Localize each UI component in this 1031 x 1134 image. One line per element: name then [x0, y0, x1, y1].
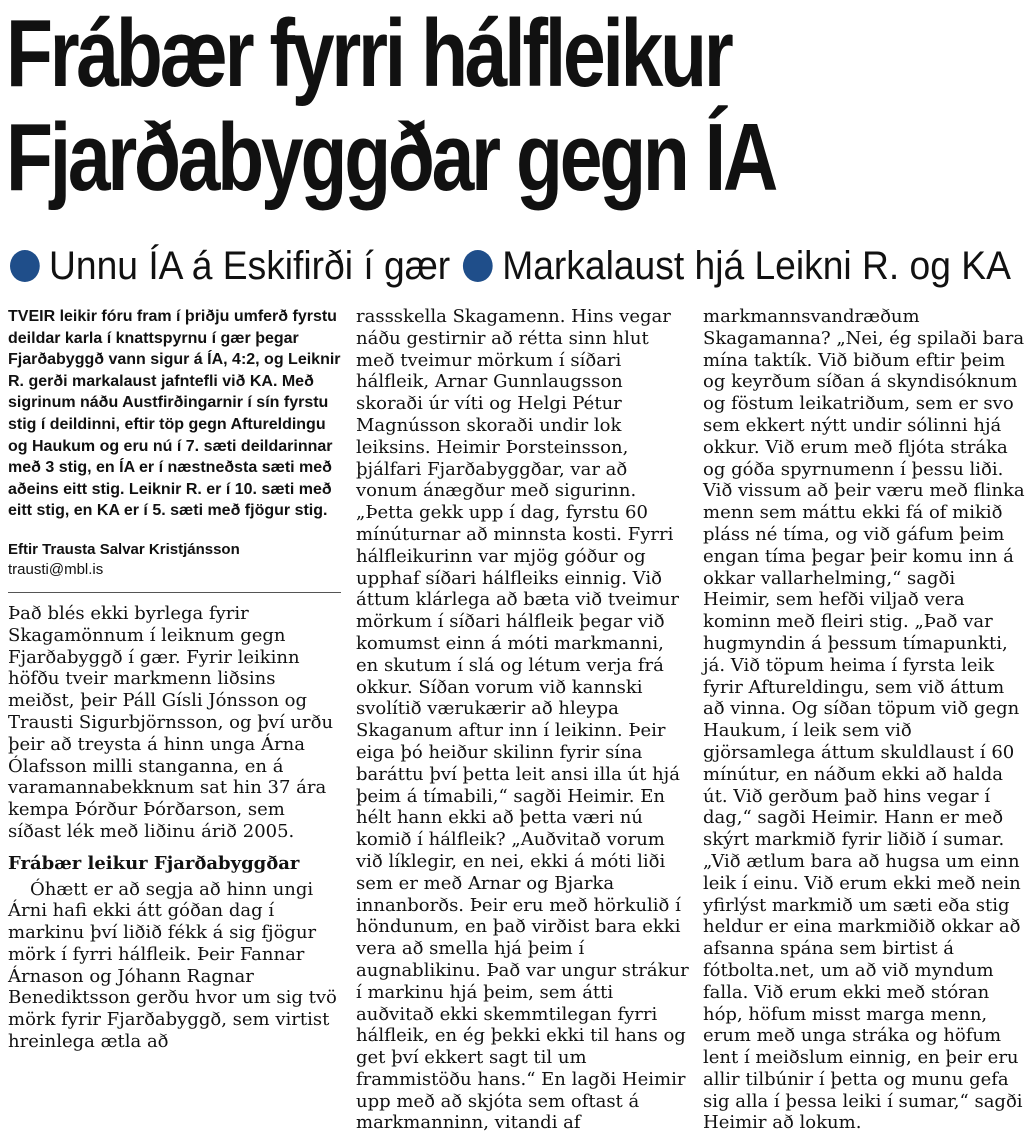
column-2-text: rassskella Skagamenn. Hins vegar náðu gestirnir að rétta sinn hlut með tveimur mörkum í síðari hálfleik, Arnar Gunnlaugsson skoraði úr víti og Helgi Pétur Magnússon skoraði undir lok leiksins. Heimir Þorsteinsson, þjálfari Fjarðabyggðar, var að vonum ánægður með sigurinn. „Þetta gekk upp í dag, fyrstu 60 mínúturnar að minnsta kosti. Fyrri hálfleikurinn var mjög góður og upphaf síðari hálfleiks einnig. Við áttum klárlega að bæta við tveimur mörkum í síðari hálfleik þegar við komumst einn á móti markmanni, en skutum í slá og létum verja frá okkur. Síðan vorum við kannski svolítið værukærir að hleypa Skaganum aftur inn í leikinn. Þeir eiga þó heiður skilinn fyrir sína baráttu því þetta leit ansi illa út hjá þeim á tímabili,“ sagði Heimir. En hélt hann ekki að þetta væri nú komið í hálfleik? „Auðvitað vorum við líklegir, en nei, ekki á móti liði sem er með Arnar og Bjarka innanborðs. Þeir eru með hörkulið í höndunum, en það virðist bara ekki vera að smella hjá þeim í augnablikinu. Það var ungur strákur í markinu hjá þeim, sem átti auðvitað ekki skemmtilegan fyrri hálfleik, en ég þekki ekki til hans og get því ekkert sagt til um frammistöðu hans.“ En lagði Heimir upp með að skjóta sem oftast á markmanninn, vitandi af — [356, 306, 689, 1134]
headline-line-2: Fjarðabyggðar gegn ÍA — [6, 104, 776, 211]
headline — [6, 2, 822, 210]
subheadline — [10, 238, 1011, 294]
column-3-text: markmannsvandræðum Skagamanna? „Nei, ég spilaði bara mína taktík. Við biðum eftir þeim og keyrðum síðan á skyndisóknum og föstum leikatriðum, sem er svo sem ekkert nýtt undir sólinni hjá okkur. Við erum með fljóta stráka og góða spyrnumenn í þessu liði. Við vissum að þeir væru með flinka menn sem máttu ekki fá of mikið pláss né tíma, og við gáfum þeim engan tíma þegar þeir komu inn á okkar vallarhelming,“ sagði Heimir, sem hefði viljað vera kominn með fleiri stig. „Það var hugmyndin á þessum tímapunkti, já. Við töpum heima í fyrsta leik fyrir Aftureldingu, sem við áttum að vinna. Og síðan töpum við gegn Haukum, í leik sem við gjörsamlega áttum skuldlaust í 60 mínútur, en náðum ekki að halda út. Við gerðum það hins vegar í dag,“ sagði Heimir. Hann er með skýrt markmið fyrir liðið í sumar. „Við ætlum bara að hugsa um einn leik í einu. Við erum ekki með nein yfirlýst markmið um sæti eða stig heldur er eina markmiðið okkar að afsanna spána sem birtist á fótbolta.net, um að við myndum falla. Við erum ekki með stóran hóp, höfum misst marga menn, erum með unga stráka og höfum lent í meiðslum einnig, en þeir eru allir tilbúnir í þetta og munu gefa sig alla í þessa leiki í sumar,“ sagði Heimir að lokum. — [703, 306, 1025, 1134]
paragraph-1: Það blés ekki byrlega fyrir Skagamönnum í leiknum gegn Fjarðabyggð í gær. Fyrir leikinn höfðu tveir markmenn liðsins meiðst, þeir Páll Gísli Jónsson og Trausti Sigurbjörnsson, og því urðu þeir að treysta á hinn unga Árna Ólafsson milli stanganna, en á varamannabekknum sat hin 37 ára kempa Þórður Þórðarson, sem síðast lék með liðinu árið 2005. — [8, 602, 334, 842]
article-intro: TVEIR leikir fóru fram í þriðju umferð fyrstu deildar karla í knattspyrnu í gær þegar Fjarðabyggð vann sigur á ÍA, 4:2, og Leiknir R. gerði markalaust jafntefli við KA. Með sigrinum náðu Austfirðingarnir í sín fyrstu stig í deildinni, eftir töp gegn Aftureldingu og Haukum og eru nú í 7. sæti deildarinnar með 3 stig, en ÍA er í næstneðsta sæti með aðeins eitt stig. Leiknir R. er í 10. sæti með eitt stig, en KA er í 5. sæti með fjögur stig. — [8, 308, 341, 520]
paragraph-2: Óhætt er að segja að hinn ungi Árni hafi ekki átt góðan dag í markinu því liðið fékk á sig fjögur mörk í fyrri hálfleik. Þeir Fannar Árnason og Jóhann Ragnar Benediktsson gerðu hvor um sig tvö mörk fyrir Fjarðabyggð, sem virtist hreinlega ætla að — [8, 878, 337, 1053]
article-column-3 — [703, 306, 1025, 1134]
article-column-2 — [356, 306, 689, 1134]
author-email: trausti@mbl.is — [8, 560, 104, 578]
byline: Eftir Trausta Salvar Kristjánsson — [8, 540, 240, 558]
headline-line-1: Frábær fyrri hálfleikur — [6, 0, 731, 107]
bullet-dot-icon — [10, 250, 40, 282]
subheadline-part-2: Markalaust hjá Leikni R. og KA — [502, 244, 1011, 288]
subheadline-part-1: Unnu ÍA á Eskifirði í gær — [49, 244, 451, 288]
divider — [8, 592, 341, 593]
article-column-1 — [8, 306, 341, 1053]
article-subtitle: Frábær leikur Fjarðabyggðar — [8, 852, 300, 874]
bullet-dot-icon — [463, 250, 493, 282]
